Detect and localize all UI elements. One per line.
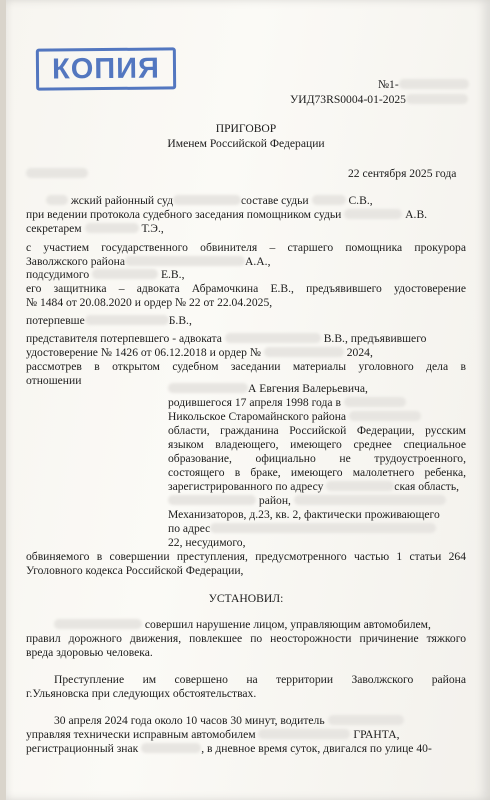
case-number: №1-	[378, 78, 469, 91]
defendant-line-9: район,	[168, 494, 446, 507]
copy-stamp: КОПИЯ	[36, 47, 176, 90]
defendant-line-8: зарегистрированного по адресу ская область,	[168, 480, 460, 493]
body-p3-line-1: 30 апреля 2024 года около 10 часов 30 минут, водитель	[54, 714, 404, 727]
redaction	[125, 256, 245, 266]
court-line-13: отношении	[26, 374, 82, 387]
body-p2-line-1: Преступление им совершено на территории Заволжского района	[54, 673, 466, 686]
body-p3-line-3: регистрационный знак , в дневное время суток, двигался по улице 40-	[26, 742, 432, 755]
defendant-line-11: по адрес	[168, 522, 436, 535]
court-line-6: подсудимого Е.В.,	[26, 268, 185, 281]
defendant-line-5: языком владеющего, имеющего среднее специальное	[168, 438, 466, 451]
redaction	[312, 195, 346, 205]
body-p1-line-1: совершил нарушение лицом, управляющим автомобилем,	[54, 618, 466, 631]
redaction	[406, 94, 468, 104]
redaction	[141, 743, 201, 753]
redaction	[258, 729, 350, 739]
court-line-7: его защитника – адвоката Абрамочкина Е.В., предъявившего удостоверение	[26, 282, 466, 295]
redaction	[173, 195, 241, 205]
document-title: ПРИГОВОР	[215, 122, 277, 135]
redaction	[210, 523, 436, 533]
defendant-line-10: Механизаторов, д.23, кв. 2, фактически проживающего	[168, 508, 440, 521]
document-subtitle: Именем Российской Федерации	[167, 137, 325, 150]
redaction	[328, 715, 404, 725]
accusation-line-1: обвиняемого в совершении преступления, предусмотренного частью 1 статьи 264	[26, 550, 466, 563]
accusation-line-2: Уголовного кодекса Российской Федерации,	[26, 564, 244, 577]
redaction	[168, 495, 256, 505]
defendant-line-7: состоящего в браке, имеющего малолетнего ребенка,	[168, 466, 466, 479]
defendant-line-4: области, гражданина Российской Федерации, русским	[168, 424, 466, 437]
document-page	[6, 0, 490, 800]
body-p1-line-2: правил дорожного движения, повлекшее по неосторожности причинение тяжкого	[26, 632, 466, 645]
redaction	[326, 481, 394, 491]
defendant-line-6: образование, официально не трудоустроенного,	[168, 452, 466, 465]
case-uid: УИД73RS0004-01-2025	[290, 93, 468, 106]
body-p3-line-2: управляя технически исправным автомобилем ГРАНТА,	[26, 728, 400, 741]
court-line-1: жский районный суд составе судьи С.В.,	[46, 194, 373, 207]
redaction	[399, 79, 469, 89]
place	[26, 167, 88, 180]
court-line-3: секретарем Т.Э.,	[26, 222, 164, 235]
redaction	[26, 168, 88, 178]
redaction	[344, 397, 406, 407]
court-line-2: при ведении протокола судебного заседания помощником судьи А.В.	[26, 208, 428, 221]
redaction	[92, 269, 158, 279]
redaction	[344, 209, 402, 219]
redaction	[225, 333, 321, 343]
redaction	[85, 315, 169, 325]
redaction	[349, 411, 421, 421]
defendant-line-1: А Евгения Валерьевича,	[168, 382, 368, 395]
court-line-12: рассмотрев в открытом судебном заседании материалы уголовного дела в	[26, 360, 466, 373]
court-line-5: Заволжского района А.А.,	[26, 255, 271, 268]
court-line-8: № 1484 от 20.08.2020 и ордер № 22 от 22.04.2025,	[26, 296, 273, 309]
date: 22 сентября 2025 года	[348, 167, 457, 180]
body-p1-line-3: вреда здоровью человека.	[26, 646, 153, 659]
redaction	[264, 347, 344, 357]
redaction	[85, 223, 139, 233]
defendant-line-3: Никольское Старомайнского района	[168, 410, 421, 423]
court-line-10: представителя потерпевшего - адвоката В.В., предъявившего	[26, 332, 427, 345]
redaction	[294, 495, 446, 505]
redaction	[54, 619, 142, 629]
body-p2-line-2: г.Ульяновска при следующих обстоятельствах.	[26, 687, 257, 700]
redaction	[46, 195, 68, 205]
defendant-line-12: 22, несудимого,	[168, 536, 246, 549]
defendant-line-2: родившегося 17 апреля 1998 года в	[168, 396, 406, 409]
court-line-11: удостоверение № 1426 от 06.12.2018 и ордер № 2024,	[26, 346, 373, 359]
court-line-9: потерпевше Б.В.,	[26, 314, 192, 327]
established-heading: УСТАНОВИЛ:	[208, 592, 284, 605]
redaction	[168, 383, 248, 393]
court-line-4: с участием государственного обвинителя – старшего помощника прокурора	[26, 241, 466, 254]
